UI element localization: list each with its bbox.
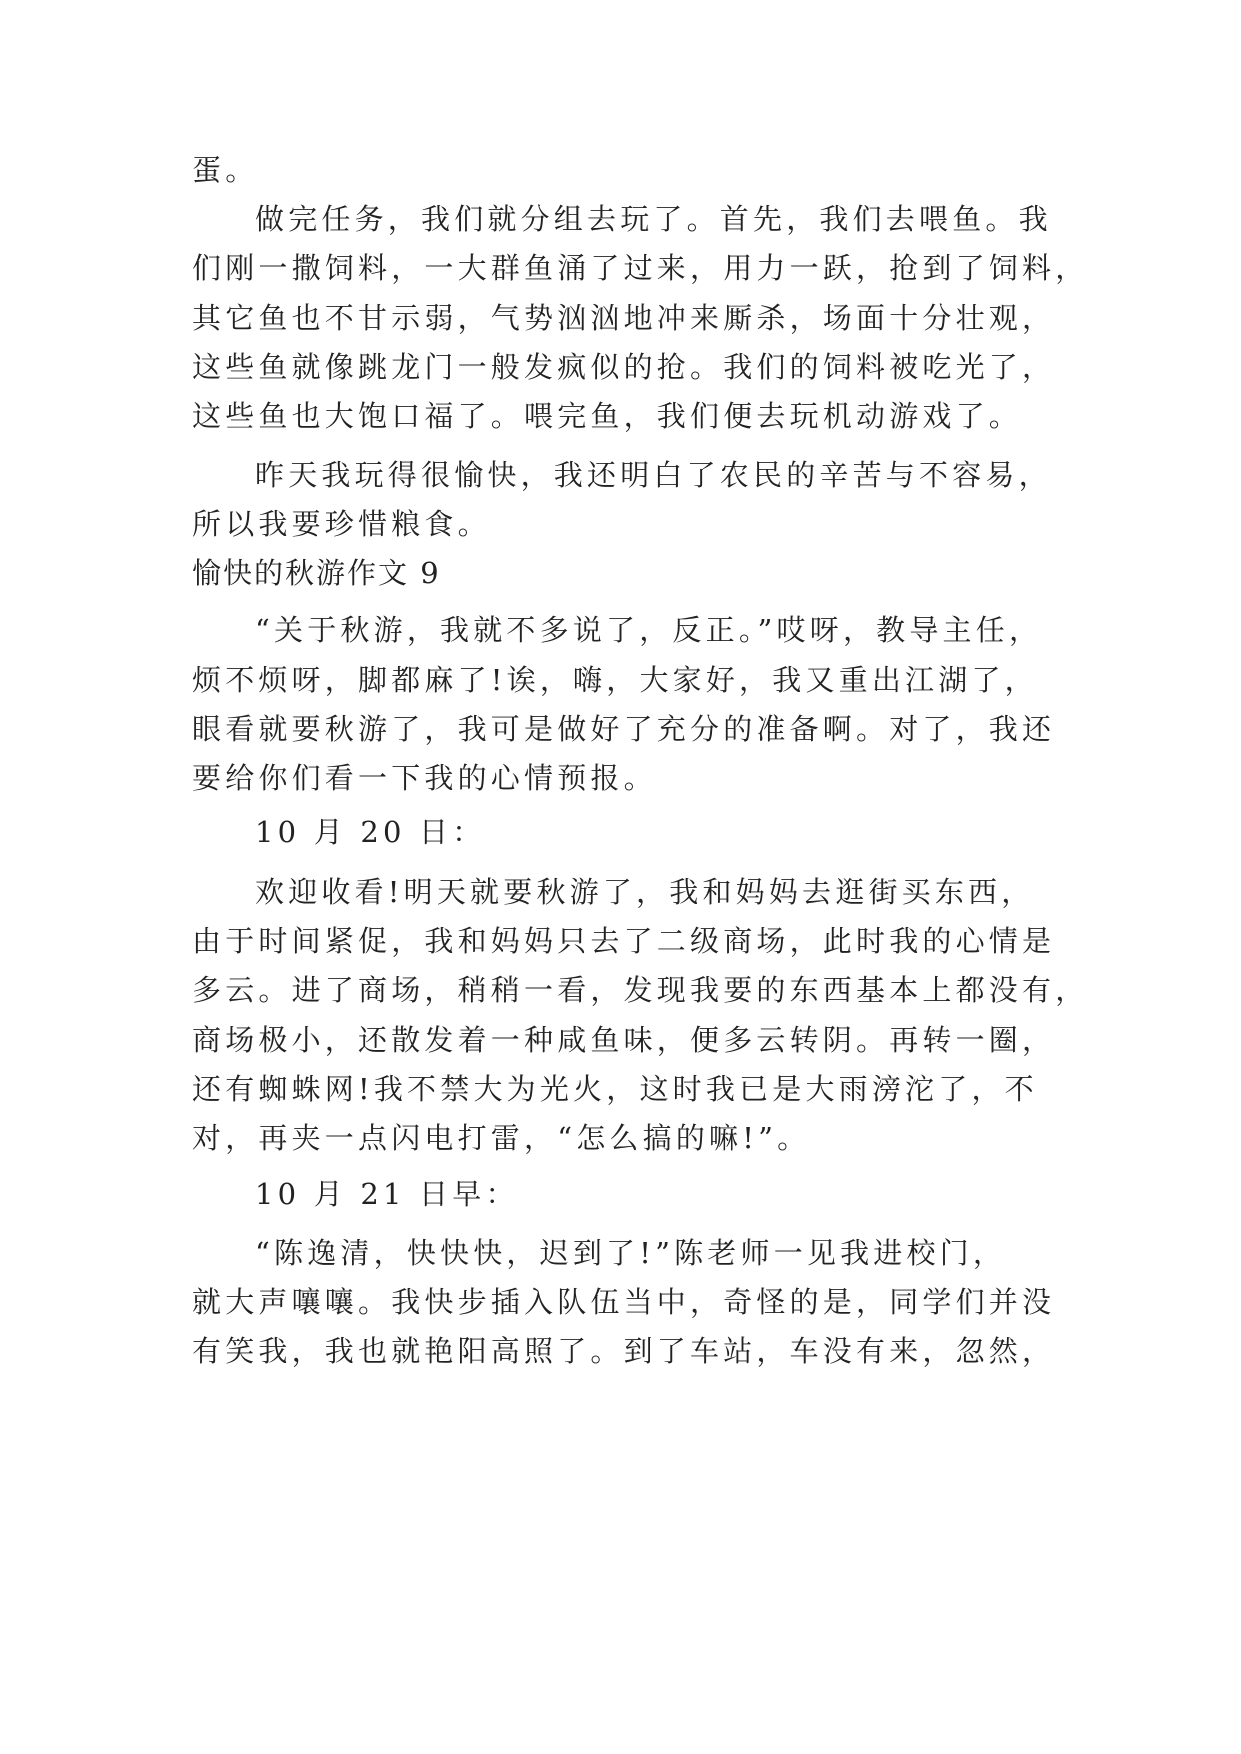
text-line: 眼看就要秋游了，我可是做好了充分的准备啊。对了，我还 [192,712,1056,746]
text-line: 蛋。 [192,153,259,187]
text-line: 们刚一撒饲料，一大群鱼涌了过来，用力一跃，抢到了饲料， [192,251,1089,285]
text-line: 其它鱼也不甘示弱，气势汹汹地冲来厮杀，场面十分壮观， [192,301,1056,335]
paragraph-start-line: 昨天我玩得很愉快，我还明白了农民的辛苦与不容易， [255,458,1052,492]
paragraph-start-line: “关于秋游，我就不多说了，反正。”哎呀，教导主任， [255,613,1043,647]
text-line: 有笑我，我也就艳阳高照了。到了车站，车没有来，忽然， [192,1334,1056,1368]
text-line: 商场极小，还散发着一种咸鱼味，便多云转阴。再转一圈， [192,1023,1056,1057]
text-line: 对，再夹一点闪电打雷，“怎么搞的嘛!”。 [192,1121,811,1155]
text-line: 由于时间紧促，我和妈妈只去了二级商场，此时我的心情是 [192,924,1056,958]
paragraph-start-line: 做完任务，我们就分组去玩了。首先，我们去喂鱼。我 [255,202,1052,236]
paragraph-start-line: “陈逸清，快快快，迟到了!”陈老师一见我进校门， [255,1236,1007,1270]
text-line: 烦不烦呀，脚都麻了!诶，嗨，大家好，我又重出江湖了， [192,663,1038,697]
text-line: 要给你们看一下我的心情预报。 [192,761,657,795]
text-line: 还有蜘蛛网!我不禁大为光火，这时我已是大雨滂沱了，不 [192,1072,1038,1106]
text-line: 这些鱼就像跳龙门一般发疯似的抢。我们的饲料被吃光了， [192,350,1056,384]
text-line: 多云。进了商场，稍稍一看，发现我要的东西基本上都没有， [192,973,1089,1007]
paragraph-start-line: 欢迎收看!明天就要秋游了，我和妈妈去逛街买东西， [255,875,1035,909]
date-heading: 10 月 20 日： [255,815,486,849]
text-line: 这些鱼也大饱口福了。喂完鱼，我们便去玩机动游戏了。 [192,399,1023,433]
text-line: 就大声嚷嚷。我快步插入队伍当中，奇怪的是，同学们并没 [192,1285,1056,1319]
date-heading: 10 月 21 日早： [255,1177,519,1211]
section-heading: 愉快的秋游作文 9 [192,556,441,590]
text-line: 所以我要珍惜粮食。 [192,507,491,541]
